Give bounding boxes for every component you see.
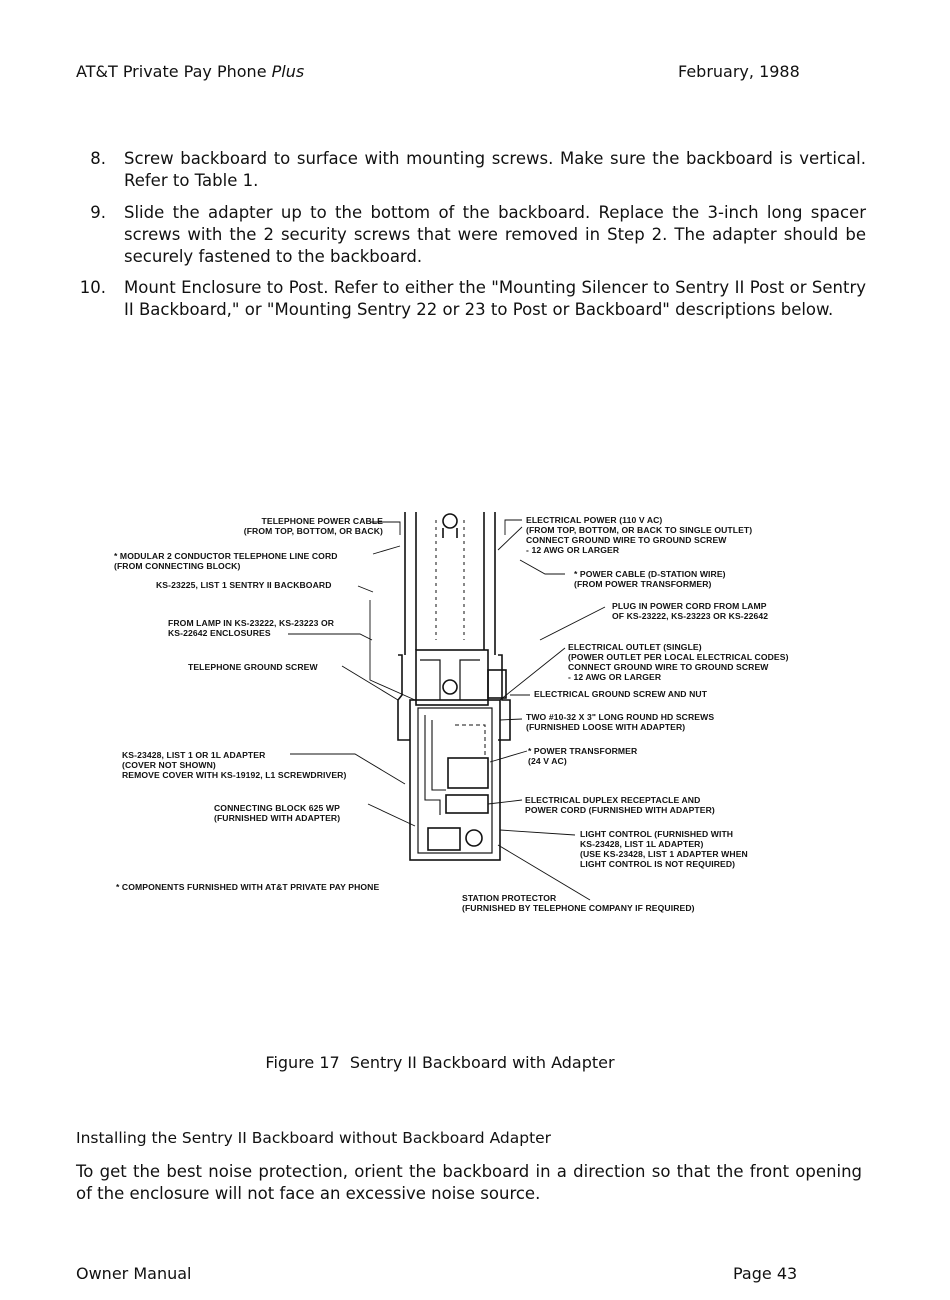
step-number: 9. xyxy=(90,203,106,222)
label-light-control: LIGHT CONTROL (FURNISHED WITH KS-23428, LIST 1L ADAPTER) (USE KS-23428, LIST 1 ADAPTER WHEN LIGHT CONTROL IS NOT REQUIRED) xyxy=(580,829,748,869)
label-telephone-power-cable: TELEPHONE POWER CABLE (FROM TOP, BOTTOM, OR BACK) xyxy=(243,516,383,536)
outlet-box xyxy=(488,670,506,698)
step-number: 10. xyxy=(79,278,106,297)
light-control xyxy=(466,830,482,846)
label-ground-screw-nut: ELECTRICAL GROUND SCREW AND NUT xyxy=(534,689,708,699)
footer-left: Owner Manual xyxy=(76,1264,192,1283)
doc-title-italic: Plus xyxy=(271,62,305,81)
post-inner-dashed xyxy=(436,520,464,640)
post-outline xyxy=(405,512,495,655)
label-modular-line-cord: * MODULAR 2 CONDUCTOR TELEPHONE LINE CORD (FROM CONNECTING BLOCK) xyxy=(114,551,338,571)
section-paragraph: To get the best noise protection, orient the backboard in a direction so that the front opening of the enclosure will not face an excessive noise source. xyxy=(76,1162,862,1203)
label-round-hd-screws: TWO #10-32 X 3" LONG ROUND HD SCREWS (FURNISHED LOOSE WITH ADAPTER) xyxy=(526,712,715,732)
footer-page-number: Page 43 xyxy=(733,1264,798,1283)
running-header-date: February, 1988 xyxy=(678,62,800,81)
label-from-lamp: FROM LAMP IN KS-23222, KS-23223 OR KS-22642 ENCLOSURES xyxy=(168,618,335,638)
step-text: Mount Enclosure to Post. Refer to either the "Mounting Silencer to Sentry II Post or Sentry II Backboard," or "Mounting Sentry 22 or 23 to Post or Backboard" descriptions below. xyxy=(124,278,866,319)
lamp-fixture xyxy=(443,514,457,528)
label-connecting-block: CONNECTING BLOCK 625 WP (FURNISHED WITH ADAPTER) xyxy=(214,803,341,823)
section-heading: Installing the Sentry II Backboard without Backboard Adapter xyxy=(76,1129,552,1147)
step-number: 8. xyxy=(90,149,106,168)
label-electrical-outlet: ELECTRICAL OUTLET (SINGLE) (POWER OUTLET PER LOCAL ELECTRICAL CODES) CONNECT GROUND WIRE TO GROUND SCREW - 12 AWG OR LARGER xyxy=(568,642,789,682)
label-adapter: KS-23428, LIST 1 OR 1L ADAPTER (COVER NOT SHOWN) REMOVE COVER WITH KS-19192, L1 SCREWDRIVER) xyxy=(122,750,347,780)
label-power-cable: * POWER CABLE (D-STATION WIRE) (FROM POWER TRANSFORMER) xyxy=(574,569,726,589)
adapter-body xyxy=(410,700,500,860)
label-plug-power-cord: PLUG IN POWER CORD FROM LAMP OF KS-23222, KS-23223 OR KS-22642 xyxy=(612,601,769,621)
ground-screw xyxy=(443,680,457,694)
step-text: Screw backboard to surface with mounting screws. Make sure the backboard is vertical. Refer to Table 1. xyxy=(124,149,866,190)
label-duplex-receptacle: ELECTRICAL DUPLEX RECEPTACLE AND POWER CORD (FURNISHED WITH ADAPTER) xyxy=(525,795,715,815)
label-sentry-backboard: KS-23225, LIST 1 SENTRY II BACKBOARD xyxy=(156,580,332,590)
adapter-inner xyxy=(418,708,492,853)
connecting-block xyxy=(428,828,460,850)
duplex-receptacle xyxy=(446,795,488,813)
label-telephone-ground-screw: TELEPHONE GROUND SCREW xyxy=(188,662,318,672)
figure-caption: Figure 17 Sentry II Backboard with Adapter xyxy=(265,1053,615,1072)
backboard-panel xyxy=(416,650,488,705)
label-components-note: * COMPONENTS FURNISHED WITH AT&T PRIVATE PAY PHONE xyxy=(116,882,380,892)
label-power-transformer: * POWER TRANSFORMER (24 V AC) xyxy=(528,746,638,766)
label-station-protector: STATION PROTECTOR (FURNISHED BY TELEPHONE COMPANY IF REQUIRED) xyxy=(462,893,695,913)
label-electrical-power: ELECTRICAL POWER (110 V AC) (FROM TOP, BOTTOM, OR BACK TO SINGLE OUTLET) CONNECT GROUND WIRE TO GROUND SCREW - 12 AWG OR LARGER xyxy=(526,515,753,555)
doc-title-prefix: AT&T Private Pay Phone xyxy=(76,62,272,81)
power-transformer xyxy=(448,758,488,788)
step-text: Slide the adapter up to the bottom of the backboard. Replace the 3-inch long spacer screws with the 2 security screws that were removed in Step 2. The adapter should be securely fastened to the backboard. xyxy=(124,203,866,266)
